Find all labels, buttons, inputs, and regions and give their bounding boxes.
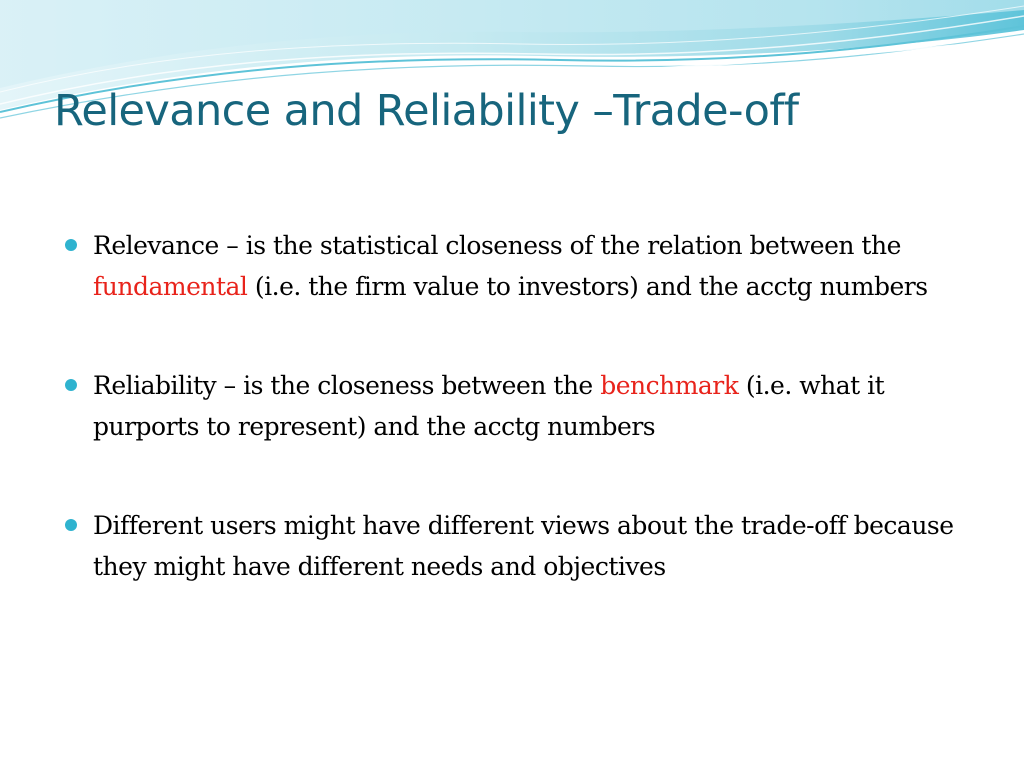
bullet-dot-icon: [65, 519, 77, 531]
highlight-term: fundamental: [93, 272, 248, 301]
bullet-text: Reliability – is the closeness between the: [93, 371, 601, 400]
bullet-reliability: [64, 365, 964, 447]
highlight-term: benchmark: [600, 371, 739, 400]
bullet-dot-icon: [65, 379, 77, 391]
slide-title: Relevance and Reliability –Trade-off: [54, 86, 799, 136]
bullet-different-users: [64, 505, 964, 587]
bullet-list: [64, 225, 964, 587]
bullet-text: Different users might have different views about the trade-off because they might have different needs and objectives: [93, 511, 954, 581]
bullet-relevance: [64, 225, 964, 307]
bullet-text: (i.e. the firm value to investors) and the acctg numbers: [247, 272, 928, 301]
bullet-text: (i.e. what it purports to represent) and the acctg numbers: [93, 371, 885, 441]
bullet-dot-icon: [65, 239, 77, 251]
bullet-text: Relevance – is the statistical closeness of the relation between the: [93, 231, 901, 260]
